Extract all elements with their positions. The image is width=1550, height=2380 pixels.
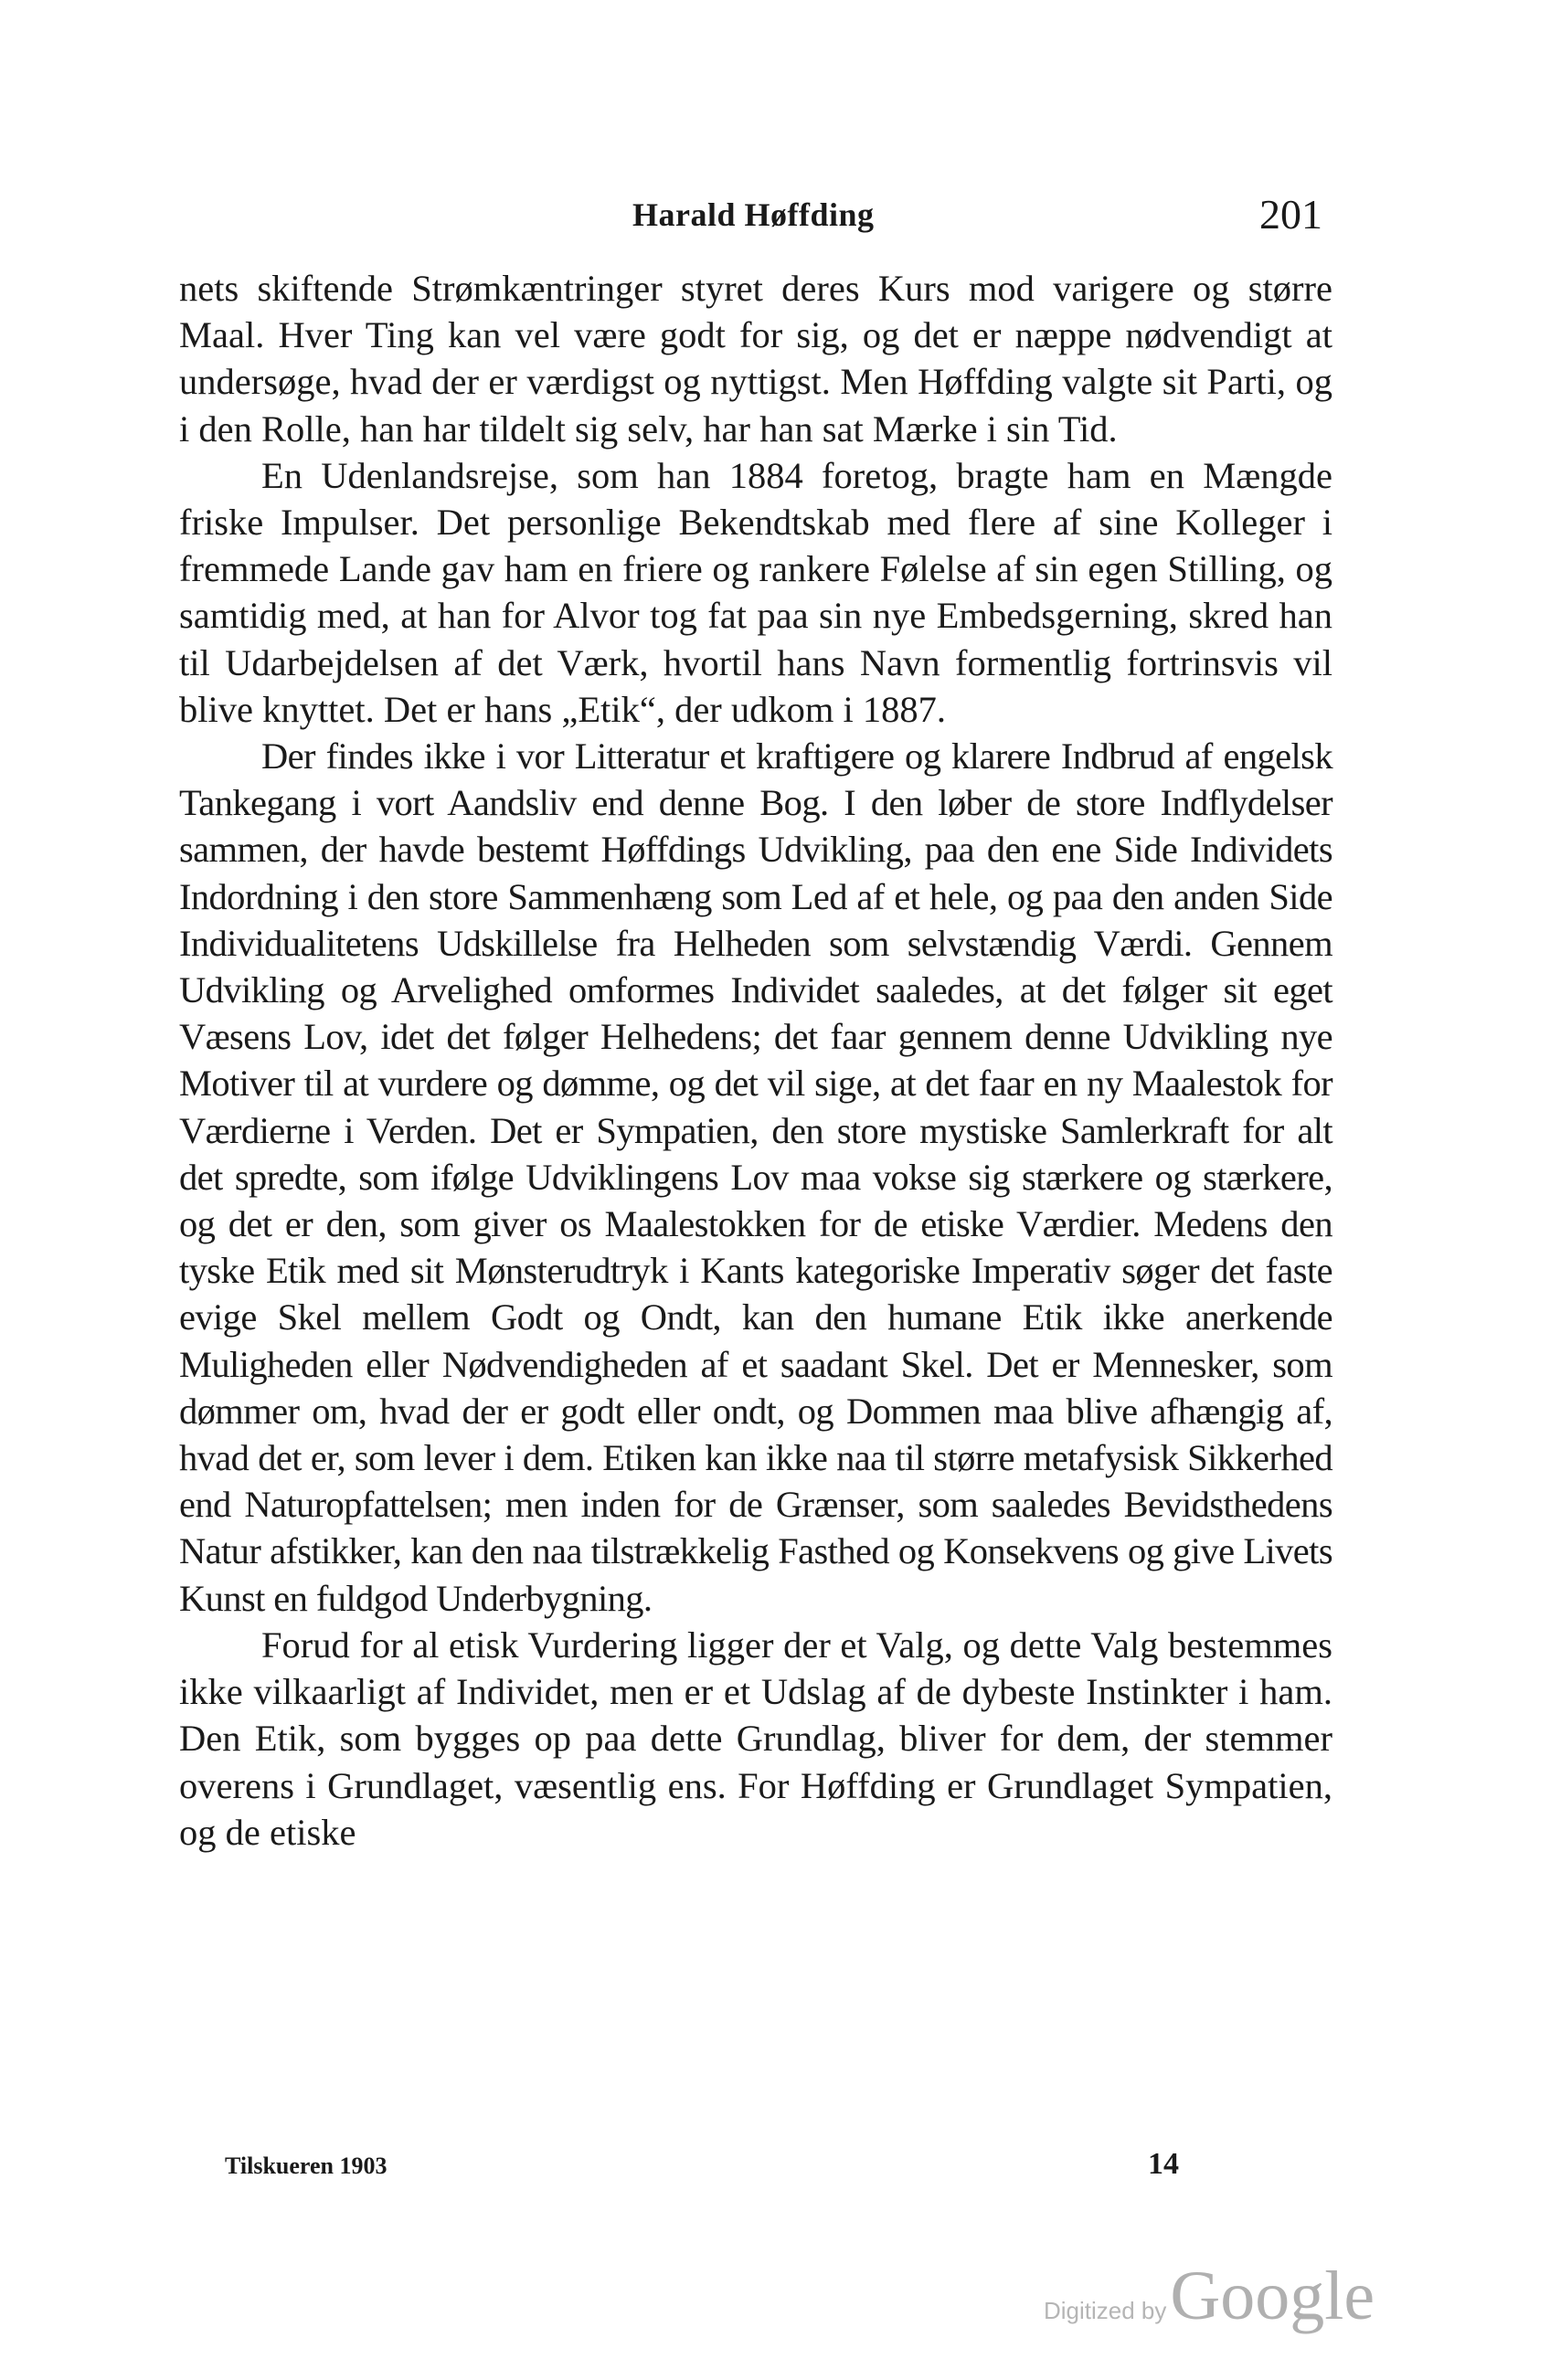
running-header-title: Harald Høffding	[632, 196, 875, 233]
page-number: 201	[1259, 191, 1322, 238]
footer-journal-name: Tilskueren 1903	[225, 2153, 388, 2179]
main-text	[179, 265, 1332, 1856]
paragraph-udenlandsrejse: En Udenlandsrejse, som han 1884 foretog, bragte ham en Mængde friske Impulser. Det personlige Bekendtskab med flere af sine Kolleger i fremmede Lande gav ham en friere og rankere Følelse af sin egen Stilling, og samtidig med, at han for Alvor tog fat paa sin nye Embedsgerning, skred han til Udarbejdelsen af det Værk, hvortil hans Navn formentlig fortrinsvis vil blive knyttet. Det er hans „Etik“, der udkom i 1887.	[179, 454, 1332, 730]
paragraph-continued: nets skiftende Strømkæntringer styret deres Kurs mod varigere og større Maal. Hver Ting kan vel være godt for sig, og det er næppe nødvendigt at undersøge, hvad der er værdigst og nyttigst. Men Høffding valgte sit Parti, og i den Rolle, han har tildelt sig selv, har han sat Mærke i sin Tid.	[179, 268, 1332, 450]
paragraph-forud: Forud for al etisk Vurdering ligger der et Valg, og dette Valg bestemmes ikke vilkaarligt af Individet, men er et Udslag af de dybeste Instinkter i ham. Den Etik, som bygges op paa dette Grundlag, bliver for dem, der stemmer overens i Grundlaget, væsentlig ens. For Høffding er Grundlaget Sympatien, og de etiske	[179, 1624, 1332, 1853]
footer-signature-mark: 14	[1148, 2147, 1179, 2181]
paragraph-etik: Der findes ikke i vor Litteratur et kraftigere og klarere Indbrud af engelsk Tankegang i vort Aandsliv end denne Bog. I den løber de store Indflydelser sammen, der havde bestemt Høffdings Udvikling, paa den ene Side Individets Indordning i den store Sammenhæng som Led af et hele, og paa den anden Side Individualitetens Udskillelse fra Helheden som selvstændig Værdi. Gennem Udvikling og Arvelighed omformes Individet saaledes, at det følger sit eget Væsens Lov, idet det følger Helhedens; det faar gennem denne Udvikling nye Motiver til at vurdere og dømme, og det vil sige, at det faar en ny Maalestok for Værdierne i Verden. Det er Sympatien, den store mystiske Samlerkraft for alt det spredte, som ifølge Udviklingens Lov maa vokse sig stærkere og stærkere, og det er den, som giver os Maalestokken for de etiske Værdier. Medens den tyske Etik med sit Mønsterudtryk i Kants kategoriske Imperativ søger det faste evige Skel mellem Godt og Ondt, kan den humane Etik ikke anerkende Muligheden eller Nødvendigheden af et saadant Skel. Det er Mennesker, som dømmer om, hvad der er godt eller ondt, og Dommen maa blive afhængig af, hvad det er, som lever i dem. Etiken kan ikke naa til større metafysisk Sikkerhed end Naturopfattelsen; men inden for de Grænser, som saaledes Bevidsthedens Natur afstikker, kan den naa tilstrækkelig Fasthed og Konsekvens og give Livets Kunst en fuldgod Underbygning.	[179, 735, 1332, 1619]
google-watermark	[1044, 2257, 1375, 2336]
watermark-prefix: Digitized by	[1044, 2297, 1167, 2324]
google-logo: Google	[1170, 2258, 1375, 2334]
